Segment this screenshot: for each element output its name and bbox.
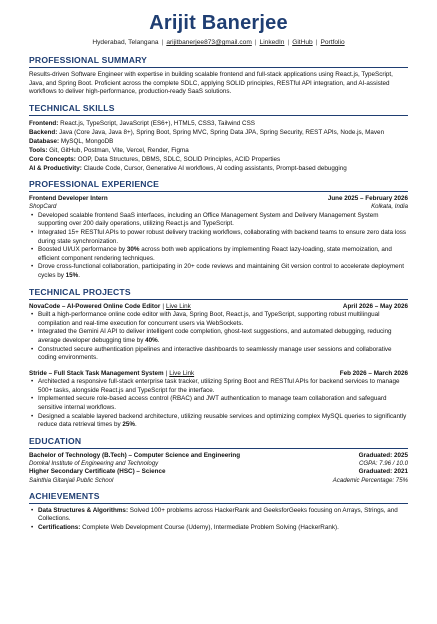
bullet-text: Architected a responsive full-stack enterprise task tracker, utilizing Spring Boot and RESTful APIs for backend services to manage 500+ tasks, alongside React.js and TypeScript for the interface. [38,378,400,394]
skill-value: OOP, Data Structures, DBMS, SDLC, SOLID Principles, ACID Properties [75,155,281,163]
separator: | [162,302,164,310]
bullet-text: Boosted UI/UX performance by [38,246,127,254]
bullet-item [38,229,408,246]
skills-section [29,103,408,173]
degree: Bachelor of Technology (B.Tech) – Computer Science and Engineering [29,451,241,459]
contact-line [29,38,408,47]
section-title: ACHIEVEMENTS [29,491,408,504]
bullet-item [38,413,408,430]
separator: | [287,39,290,46]
bullet-item [38,378,408,395]
bullet-text: Designed a scalable layered backend architecture, utilizing reusable services and optimizing complex MySQL queries to significantly reduce data retrieval times by [38,412,407,429]
graduation-year: Graduated: 2021 [358,468,408,476]
bullet-text: Integrated 15+ RESTful APIs to power robust delivery tracking workflows, collaborating with backend teams to ensure zero data loss during state synchronization. [38,228,407,245]
bullet-highlight: 15% [65,271,79,279]
skill-value: React.js, TypeScript, JavaScript (ES6+), HTML5, CSS3, Tailwind CSS [58,119,256,127]
linkedin-link[interactable]: LinkedIn [259,39,285,46]
bullet-text: Constructed secure authentication pipelines and interactive dashboards to seamlessly manage user sessions and collaborative coding environments. [38,345,392,362]
skill-label: Core Concepts: [29,155,76,163]
skill-label: Database: [29,137,60,145]
job-location: Kolkata, India [371,203,408,211]
school: Domkal Institute of Engineering and Technology [29,460,159,468]
spacer [29,363,408,370]
job-dates: June 2025 – February 2026 [327,194,408,202]
summary-text: Results-driven Software Engineer with expertise in building scalable frontend and full-stack applications using React.js, TypeScript, Java, and Spring Boot. Proficient across the complete SDLC, applying SOLID principles, RESTful API integration, and AI-assisted workflows to deliver high-performance, production-ready SaaS solutions. [29,71,393,96]
achievement-label: Certifications: [38,524,81,532]
bullet-text: Built a high-performance online code editor with Java, Spring Boot, React.js, and TypeScript, supporting robust multilingual compilation and real-time execution for concurrent users via WebSockets. [38,311,380,327]
company-name: ShopCard [29,203,57,211]
bullet-item [38,328,408,345]
skill-row [29,155,408,164]
project-bullets [29,378,408,430]
candidate-name: Arijit Banerjee [149,12,288,34]
skill-value: MySQL, MongoDB [59,137,114,145]
graduation-year: Graduated: 2025 [358,451,408,459]
score: CGPA: 7.96 / 10.0 [358,460,408,468]
skill-row [29,119,408,128]
school: Sainthia Gitanjali Public School [29,476,114,484]
projects-section [29,287,408,430]
skill-value: Java (Core Java, Java 8+), Spring Boot, Spring MVC, Spring Data JPA, Spring Security, REST APIs, Node.js, Maven [57,128,385,136]
project-header [29,303,408,312]
email-link[interactable]: arijitbanerjee873@gmail.com [166,39,252,46]
skill-value: Claude Code, Cursor, Generative AI workflows, AI coding assistants, Prompt-based debugging [81,164,347,172]
bullet-text: Implemented secure role-based access control (RBAC) and JWT authentication to manage team collaboration and safeguard sensitive internal workflows. [38,395,387,412]
achievement-text: Complete Web Development Course (Udemy), Intermediate Problem Solving (HackerRank). [80,524,339,532]
experience-section [29,179,408,281]
bullet-highlight: 25% [122,421,135,429]
bullet-text: Integrated the Gemini AI API to deliver intelligent code completion, ghost-text suggestions, and automated debugging, reducing average developer debugging time by [38,328,392,344]
achievements-section [29,491,408,533]
skill-label: Tools: [29,146,48,154]
bullet-text: . [134,421,137,429]
project-dates: Feb 2026 – March 2026 [339,369,408,377]
section-title: EDUCATION [29,436,408,449]
project-live-link[interactable]: Live Link [165,302,191,310]
section-title: TECHNICAL SKILLS [29,103,408,116]
portfolio-link[interactable]: Portfolio [320,39,345,46]
skill-label: Backend: [29,128,58,136]
skill-row [29,164,408,173]
bullet-item [38,395,408,412]
project-name: Stride – Full Stack Task Management System [29,369,164,377]
education-section [29,436,408,485]
section-title: TECHNICAL PROJECTS [29,287,408,300]
project-live-link[interactable]: Live Link [169,369,195,377]
achievement-bullets [29,507,408,533]
education-header [29,468,408,476]
bullet-item [38,246,408,263]
skill-row [29,137,408,146]
project-name: NovaCode – AI-Powered Online Code Editor [29,302,161,310]
separator: | [315,39,318,46]
separator: | [165,369,168,377]
education-subheader [29,477,408,485]
job-role: Frontend Developer Intern [29,194,108,202]
bullet-text: . [78,271,81,279]
location: Hyderabad, Telangana [92,39,159,46]
education-subheader [29,460,408,468]
project-bullets [29,311,408,363]
achievement-text: Solved 100+ problems across HackerRank and GeeksforGeeks focusing on Arrays, Strings, and Collections. [38,506,398,523]
achievement-label: Data Structures & Algorithms: [38,506,129,514]
summary-section [29,55,408,97]
bullet-text: . [157,336,160,344]
project-dates: April 2026 – May 2026 [342,302,408,310]
skill-label: AI & Productivity: [29,164,82,172]
project-title [29,303,191,312]
project-header [29,370,408,379]
bullet-text: Developed scalable frontend SaaS interfaces, including an Office Management System and Delivery Management System supporting over 200 daily operations, utilizing React.js and TypeScript. [38,211,379,228]
degree: Higher Secondary Certificate (HSC) – Science [29,468,166,476]
bullet-item [38,311,408,328]
job-header [29,195,408,204]
section-title: PROFESSIONAL SUMMARY [29,55,408,68]
bullet-item [38,507,408,524]
bullet-highlight: 40% [145,336,158,344]
bullet-highlight: 30% [126,246,140,254]
skill-row [29,128,408,137]
bullet-item [38,524,408,533]
separator: | [254,39,257,46]
experience-bullets [29,212,408,281]
skill-label: Frontend: [29,119,59,127]
job-subheader [29,203,408,211]
education-header [29,452,408,460]
bullet-text: Drove cross-functional collaboration, participating in 20+ code reviews and maintaining Git version control to accelerate deployment cycles by [38,263,404,279]
bullet-text: across both web applications by implementing React lazy-loading, state memoization, and efficient component rendering techniques. [38,246,392,262]
separator: | [161,39,164,46]
score: Academic Percentage: 75% [332,476,408,484]
skill-value: Git, GitHub, Postman, Vite, Vercel, Render, Figma [47,146,189,154]
section-title: PROFESSIONAL EXPERIENCE [29,179,408,192]
bullet-item [38,263,408,280]
github-link[interactable]: GitHub [292,39,313,46]
project-title [29,370,194,379]
bullet-item [38,346,408,363]
skill-row [29,146,408,155]
bullet-item [38,212,408,229]
